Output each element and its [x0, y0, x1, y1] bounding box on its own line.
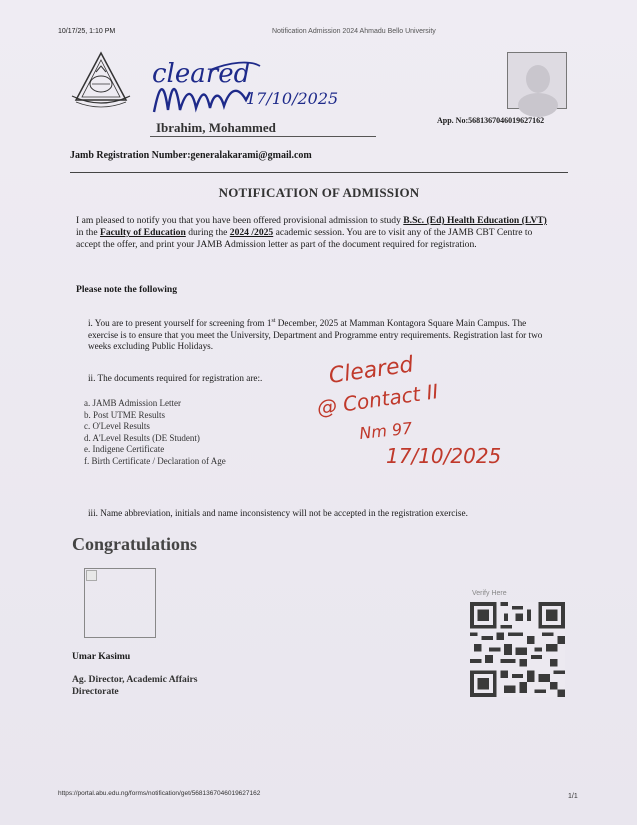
signatory-title: Ag. Director, Academic Affairs Directorate — [72, 674, 198, 697]
application-number: App. No:5681367046019627162 — [437, 116, 545, 125]
jamb-registration-number: Jamb Registration Number:generalakarami@gmail.com — [70, 150, 312, 161]
university-seal-logo — [70, 50, 132, 108]
broken-image-icon — [86, 570, 97, 581]
academic-session: 2024 /2025 — [229, 227, 274, 239]
page-number: 1/1 — [568, 793, 578, 800]
red-note-line-3: Nm 97 — [358, 418, 414, 443]
note-item-screening: i. You are to present yourself for screening from 1st December, 2025 at Mamman Kontagora Square Main Campus. The exercise is to ensure that you meet the University, Department and Programme entry requirements. Registration last for two weeks excluding Public Holidays. — [88, 318, 543, 352]
signature-image-placeholder — [84, 568, 156, 638]
red-note-line-4: 17/10/2025 — [386, 444, 502, 468]
verification-qr-code[interactable] — [470, 602, 565, 697]
note-item-documents: ii. The documents required for registration are:. — [88, 373, 263, 383]
handwritten-red-note — [310, 352, 550, 475]
list-item: d. A'Level Results (DE Student) — [84, 432, 200, 443]
list-item: e. Indigene Certificate — [84, 444, 165, 454]
divider — [70, 172, 568, 173]
passport-photo — [507, 52, 567, 109]
admission-paragraph: I am pleased to notify you that you have been offered provisional admission to study B.Sc. (Ed) Health Education (LVT) in the Faculty of Education during the 2024 /2025 academic session. You are to visit any of the JAMB CBT Centre to accept the offer, and print your JAMB Admission letter as part of the document required for registration. — [76, 215, 547, 251]
red-note-line-2: @ Contact II — [315, 379, 440, 420]
documents-list — [84, 398, 226, 467]
verify-label: Verify Here — [472, 590, 507, 597]
programme-name: B.Sc. (Ed) Health Education (LVT) — [403, 215, 547, 226]
note-item-name-consistency: iii. Name abbreviation, initials and name inconsistency will not be accepted in the registration exercise. — [88, 508, 468, 518]
signatory-name: Umar Kasimu — [72, 651, 131, 662]
clearance-date: 17/10/2025 — [246, 89, 339, 108]
applicant-name: Ibrahim, Mohammed — [156, 120, 276, 135]
red-note-line-1: Cleared — [327, 352, 416, 389]
print-doc-title: Notification Admission 2024 Ahmadu Bello University — [272, 28, 436, 35]
handwritten-clearance-signature — [150, 52, 339, 122]
footer-url: https://portal.abu.edu.ng/forms/notification/get/5681367046019627162 — [58, 790, 261, 797]
list-item: f. Birth Certificate / Declaration of Age — [84, 455, 226, 466]
list-item: b. Post UTME Results — [84, 409, 166, 420]
name-underline — [150, 136, 376, 137]
clearance-word: cleared — [152, 59, 251, 89]
list-item: c. O'Level Results — [84, 421, 150, 431]
faculty-name: Faculty of Education — [99, 227, 186, 239]
page-title: NOTIFICATION OF ADMISSION — [218, 185, 420, 200]
note-heading: Please note the following — [76, 284, 177, 295]
print-datetime: 10/17/25, 1:10 PM — [58, 28, 116, 35]
congratulations-heading: Congratulations — [72, 534, 198, 554]
list-item: a. JAMB Admission Letter — [84, 398, 181, 408]
